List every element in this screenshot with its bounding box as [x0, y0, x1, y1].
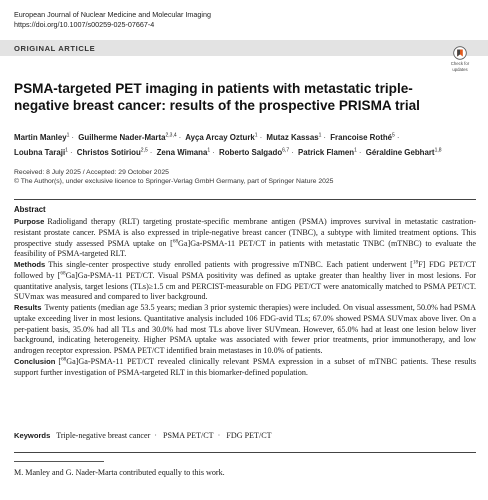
keywords-label: Keywords [14, 431, 51, 440]
doi-link[interactable]: https://doi.org/10.1007/s00259-025-07667-4 [14, 20, 155, 29]
author[interactable]: Géraldine Gebhart$^{1,8}$ [365, 147, 442, 157]
footnote-divider [14, 461, 104, 462]
footnote: M. Manley and G. Nader-Marta contributed equally to this work. [14, 468, 225, 477]
keyword[interactable]: Triple-negative breast cancer [56, 431, 151, 440]
copyright-notice: © The Author(s), under exclusive licence to Springer-Verlag GmbH Germany, part of Springer Nature 2025 [14, 178, 334, 185]
author[interactable]: Christos Sotiriou$^{2,5}$ [76, 147, 148, 157]
author-line-1: Martin Manley$^1$ · Guilherme Nader-Marta$^{2,3,4}$ · Ayça Arcay Ozturk$^1$ · Mutaz Kassas$^1$ · Francoise Rothé$^5$ · [14, 132, 400, 142]
abstract-purpose: Purpose Radioligand therapy (RLT) targeting prostate-specific membrane antigen (PSMA) improves survival in metastatic castration-resistant prostate cancer. PSMA is also expressed in triple-negative breast cancer (TNBC), a subtype with limited treatment options. This prospective study assessed PSMA uptake on [$^{68}$Ga]Ga-PSMA-11 PET/CT in patients with metastatic TNBC (mTNBC) to evaluate the feasibility of PSMA-targeted RLT. [14, 217, 476, 259]
author[interactable]: Patrick Flamen$^1$ [297, 147, 357, 157]
abstract-results: Results Twenty patients (median age 53.5 years; median 3 prior systemic therapies) were included. On visual assessment, 50.0% had PSMA uptake exceeding liver in most lesions. Quantitative analysis included 106 FDG-avid TLs; 67.0% showed PSMA SUVmax above liver. On a per-patient basis, 35.0% had all TLs and 30.0% had most TLs above liver SUVmean. However, 65.0% had at least one lesion below liver background, indicating heterogeneity. Higher PSMA uptake was associated with fewer prior treatments, prior immunotherapy, and low androgen receptor expression. PSMA PET/CT identified brain metastases in 10.0% of patients. [14, 303, 476, 355]
keywords: Keywords Triple-negative breast cancer · PSMA PET/CT · FDG PET/CT [14, 431, 272, 440]
author[interactable]: Zena Wimana$^1$ [156, 147, 211, 157]
check-for-updates-badge[interactable] [446, 46, 474, 76]
author[interactable]: Ayça Arcay Ozturk$^1$ [185, 132, 258, 142]
abstract-body [14, 217, 476, 378]
author-line-2: Loubna Taraji$^1$ · Christos Sotiriou$^{2,5}$ · Zena Wimana$^1$ · Roberto Salgado$^{6,7}$ · Patrick Flamen$^1$ · Géraldine Gebhart$^{1,8}$ [14, 147, 442, 157]
author[interactable]: Mutaz Kassas$^1$ [266, 132, 322, 142]
check-for-updates-icon [453, 46, 467, 60]
author-list [14, 129, 484, 159]
author[interactable]: Martin Manley$^1$ [14, 132, 70, 142]
author[interactable]: Guilherme Nader-Marta$^{2,3,4}$ [78, 132, 177, 142]
publication-dates: Received: 8 July 2025 / Accepted: 29 October 2025 [14, 169, 169, 176]
author[interactable]: Roberto Salgado$^{6,7}$ [219, 147, 290, 157]
abstract-heading: Abstract [14, 205, 46, 214]
badge-line-2: updates [452, 67, 468, 72]
author[interactable]: Francoise Rothé$^5$ [330, 132, 395, 142]
abstract-section [14, 199, 476, 453]
author[interactable]: Loubna Taraji$^1$ [14, 147, 68, 157]
article-title: PSMA-targeted PET imaging in patients with metastatic triple-negative breast cancer: results of the prospective PRISMA trial [14, 81, 420, 113]
journal-name: European Journal of Nuclear Medicine and Molecular Imaging [14, 10, 211, 19]
keyword[interactable]: FDG PET/CT [226, 431, 272, 440]
abstract-conclusion: Conclusion [$^{68}$Ga]Ga-PSMA-11 PET/CT revealed clinically relevant PSMA expression in a subset of mTNBC patients. These results support further investigation of PSMA-targeted RLT in this biomarker-defined population. [14, 356, 476, 377]
abstract-methods: Methods This single-center prospective study enrolled patients with progressive mTNBC. Each patient underwent [$^{18}$F] FDG PET/CT followed by [$^{68}$Ga]Ga-PSMA-11 PET/CT. Visual PSMA positivity was defined as uptake greater than healthy liver in most lesions. For quantitative analysis, target lesions (TLs)≥1.5 cm and PERCIST-measurable on FDG PET/CT were anatomically matched to PSMA PET/CT. SUVmax was measured and compared to liver background. [14, 259, 477, 302]
article-type: ORIGINAL ARTICLE [14, 44, 96, 53]
badge-line-1: Check for [450, 61, 470, 66]
keyword[interactable]: PSMA PET/CT [163, 431, 214, 440]
